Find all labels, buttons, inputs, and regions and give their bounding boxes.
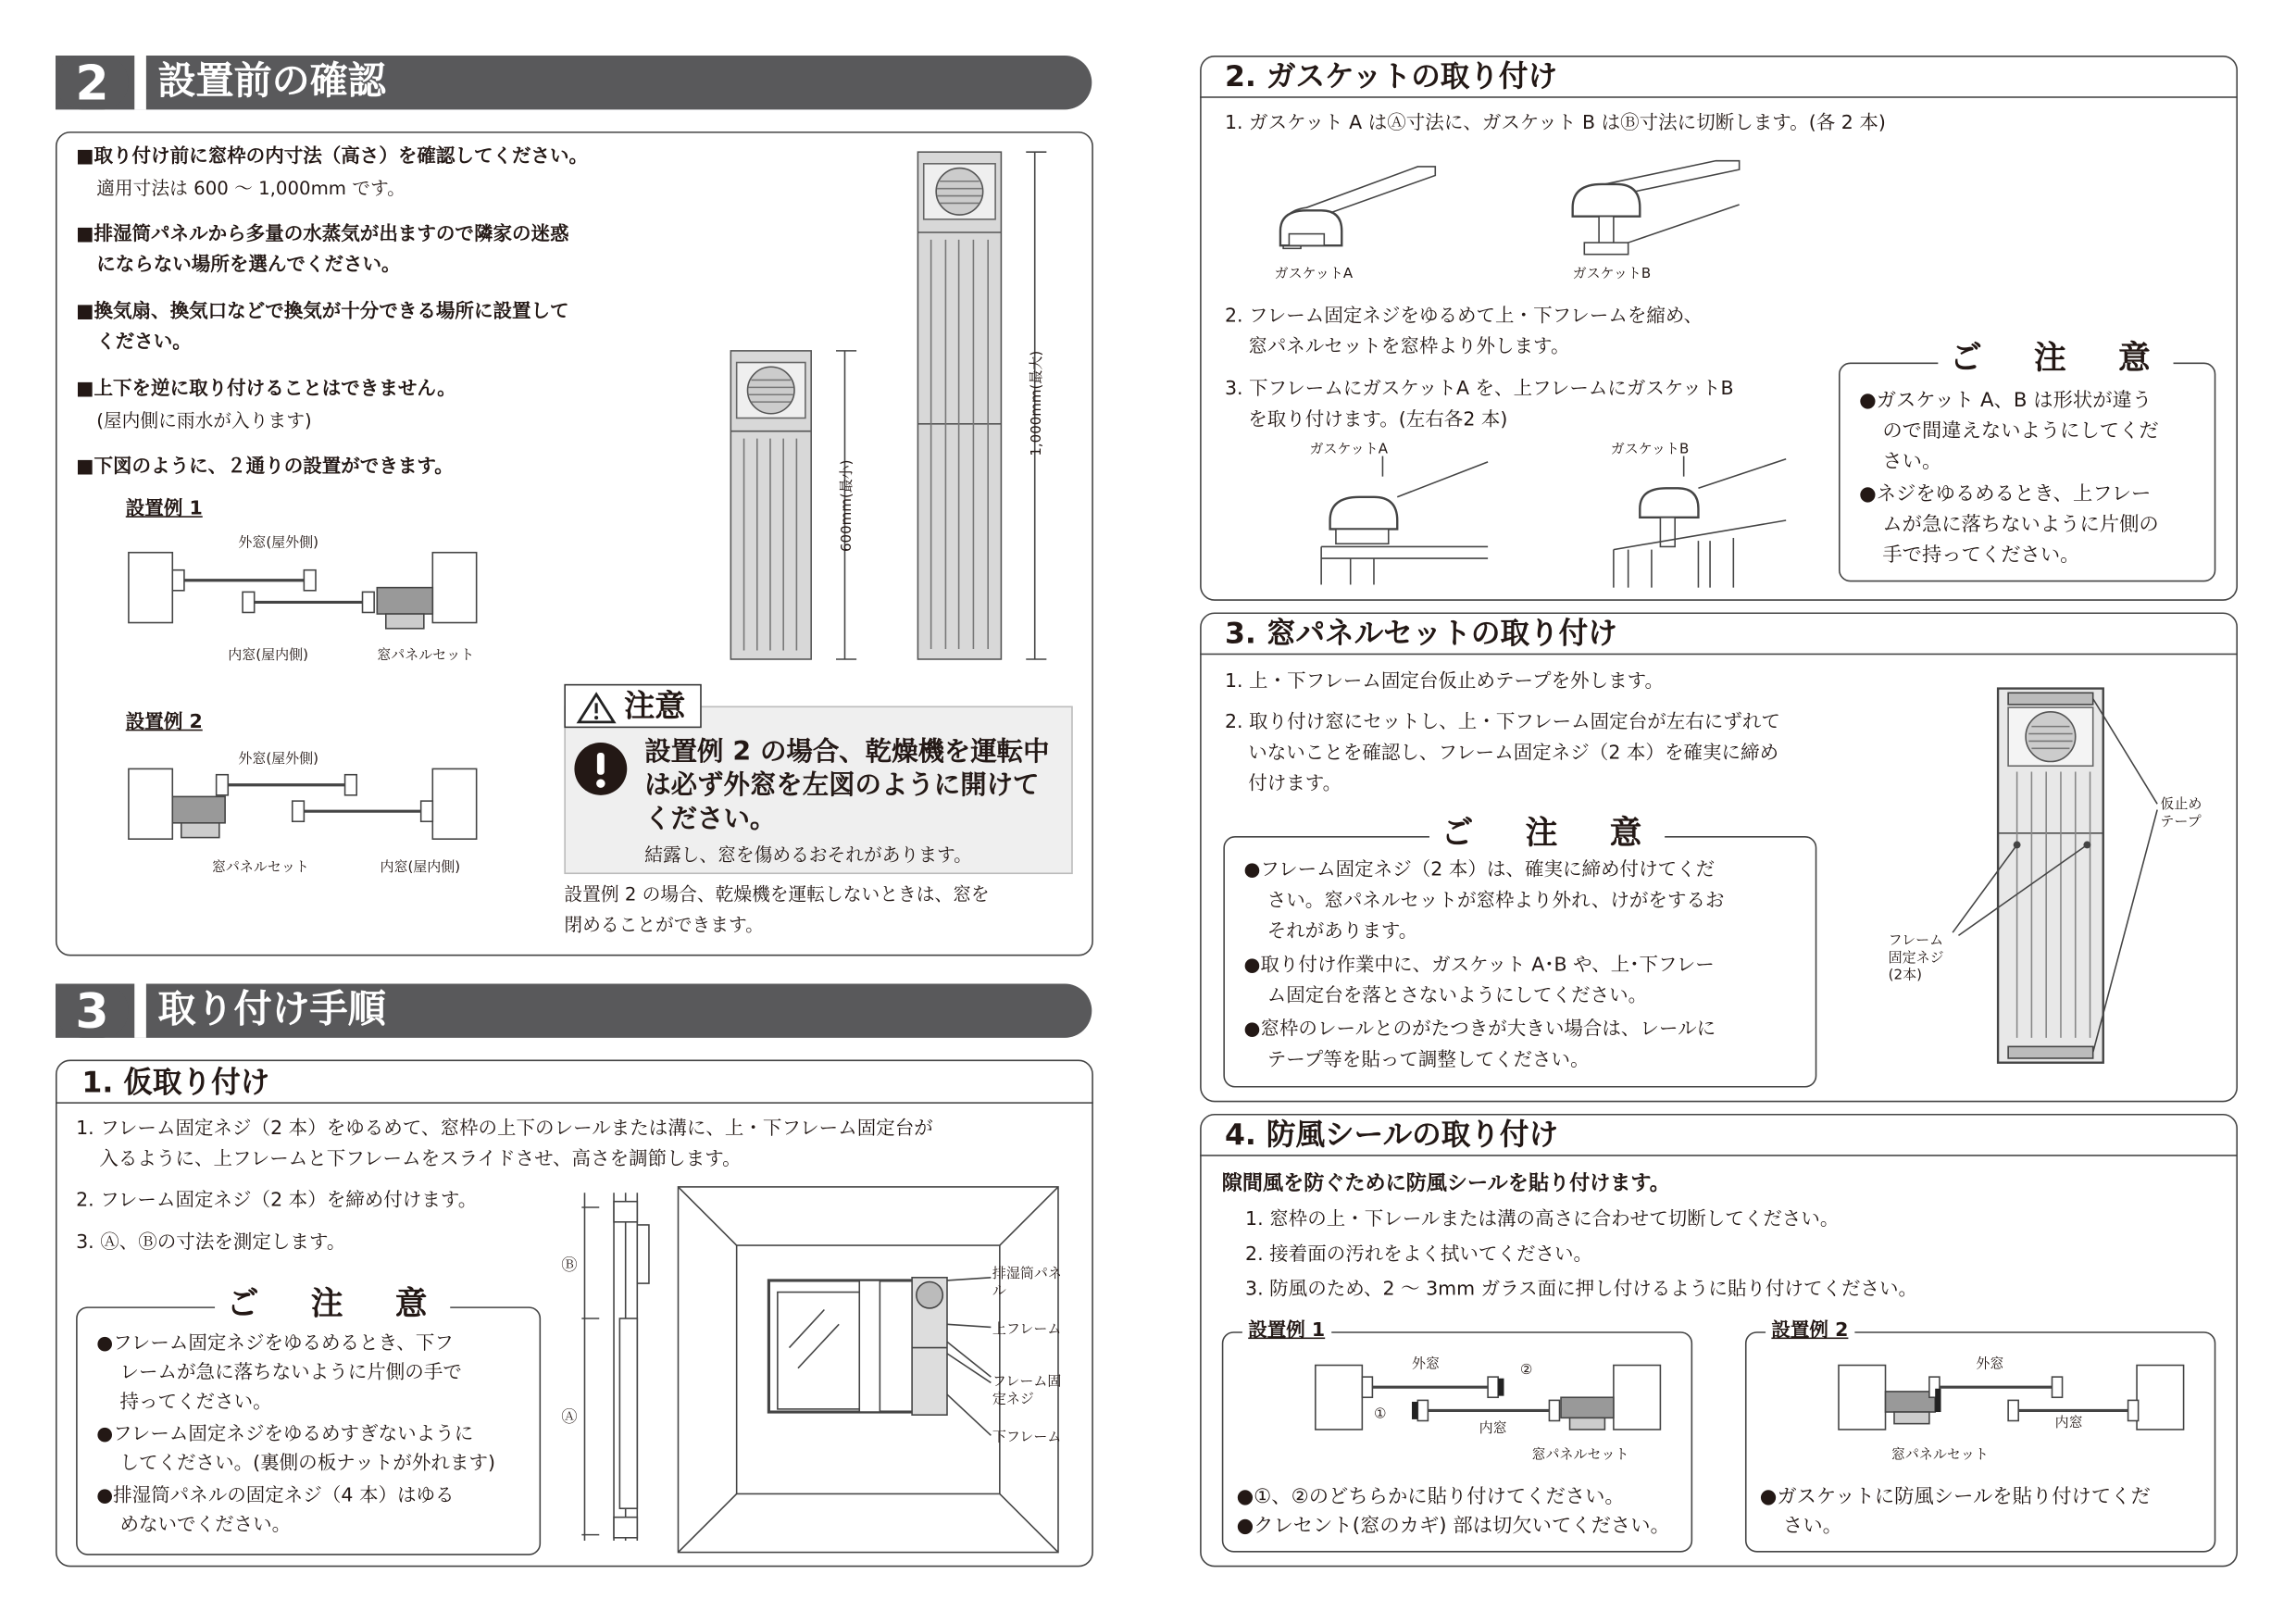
panel-set-item2b: いないことを確認し、フレーム固定ネジ（2 本）を確実に締め xyxy=(1248,742,1779,765)
caution-line: テープ等を貼って調整してください。 xyxy=(1267,1049,1590,1072)
seal-example-2-note2: さい。 xyxy=(1783,1514,1842,1538)
warning-line2: は必ず外窓を左図のように開けて xyxy=(644,769,1040,802)
inner-window-label: 内窓 xyxy=(2054,1415,2083,1431)
warning-title: 注意 xyxy=(624,688,686,724)
section-2-header-bar xyxy=(56,56,1092,109)
bullet-window-size-sub: 適用寸法は 600 ～ 1,000mm です。 xyxy=(96,177,406,199)
window-install-leaders xyxy=(935,1260,993,1435)
caution-title: ご 注 意 xyxy=(1429,816,1666,854)
section-3-header-bar xyxy=(56,981,1092,1040)
seal-example-1-note1: ●①、②のどちらかに貼り付けてください。 xyxy=(1236,1484,1625,1509)
step-1-item3: 3. Ⓐ、Ⓑの寸法を測定します。 xyxy=(76,1231,346,1255)
caution-line: さい。窓パネルセットが窓枠より外れ、けがをするお xyxy=(1267,890,1725,913)
gasket-item3b: を取り付けます。(左右各2 本) xyxy=(1248,409,1508,431)
frame-screw-label: フレーム固定ネジ(2本) xyxy=(1888,932,1944,984)
seal-example-2-diagram xyxy=(1839,1362,2184,1450)
example-2-label: 設置例 2 xyxy=(1766,1316,1854,1346)
bullet-steam-line2: にならない場所を選んでください。 xyxy=(96,254,401,277)
bullet-two-ways: ■下図のように、２通りの設置ができます。 xyxy=(76,456,454,479)
caution-line: ●排湿筒パネルの固定ネジ（4 本）はゆる xyxy=(96,1484,455,1507)
outer-window-label: 外窓(屋外側) xyxy=(238,534,319,552)
warning-triangle-icon xyxy=(578,692,616,724)
frame-screw-label: フレーム固定ネジ xyxy=(992,1373,1062,1408)
example-2-label: 設置例 2 xyxy=(125,711,203,734)
exclamation-icon xyxy=(573,741,629,796)
bullet-orientation-sub: (屋内側に雨水が入ります) xyxy=(96,409,312,431)
gasket-A-label: ガスケットA xyxy=(1309,441,1389,458)
caution-title: ご 注 意 xyxy=(1938,341,2174,379)
note-line2: 閉めることができます。 xyxy=(564,913,764,936)
wind-seal-item3: 3. 防風のため、2 ～ 3mm ガラス面に押し付けるように貼り付けてください。 xyxy=(1245,1279,1918,1302)
gasket-A-label: ガスケットA xyxy=(1274,266,1354,282)
panel-set-step-title: 3. 窓パネルセットの取り付け xyxy=(1224,615,1617,651)
bullet-steam-line1: ■排湿筒パネルから多量の水蒸気が出ますので隣家の迷惑 xyxy=(76,223,569,246)
outer-window-label: 外窓(屋外側) xyxy=(238,751,319,768)
wind-seal-item1: 1. 窓枠の上・下レールまたは溝の高さに合わせて切断してください。 xyxy=(1245,1208,1840,1231)
gasket-item3a: 3. 下フレームにガスケットA を、上フレームにガスケットB xyxy=(1224,378,1734,401)
warning-line1: 設置例 2 の場合、乾燥機を運転中 xyxy=(644,736,1050,768)
panel-set-item1: 1. 上・下フレーム固定台仮止めテープを外します。 xyxy=(1224,670,1665,693)
exhaust-panel-label: 排湿筒パネル xyxy=(992,1266,1062,1300)
wind-seal-item2: 2. 接着面の汚れをよく拭いてください。 xyxy=(1245,1243,1593,1267)
temporary-tape-label: 仮止めテープ xyxy=(2160,796,2202,831)
seal-position-2: ② xyxy=(1519,1362,1533,1379)
gasket-item2b: 窓パネルセットを窓枠より外します。 xyxy=(1248,336,1570,358)
upper-frame-label: 上フレーム xyxy=(992,1321,1062,1338)
warning-title-box xyxy=(564,684,701,728)
caution-line: それがあります。 xyxy=(1267,920,1418,943)
section-title: 取り付け手順 xyxy=(157,988,386,1032)
section-number: 2 xyxy=(56,56,129,109)
caution-line: ●フレーム固定ネジをゆるめすぎないように xyxy=(96,1423,474,1446)
seal-position-1: ① xyxy=(1373,1405,1387,1423)
panel-set-label: 窓パネルセット xyxy=(1890,1446,1989,1464)
bullet-ventilation-line2: ください。 xyxy=(96,331,192,355)
step-1-item1a: 1. フレーム固定ネジ（2 本）をゆるめて、窓枠の上下のレールまたは溝に、上・下フレーム固定台が xyxy=(76,1118,933,1141)
panel-min-illustration xyxy=(730,351,812,661)
gasket-item2a: 2. フレーム固定ネジをゆるめて上・下フレームを縮め、 xyxy=(1224,305,1703,328)
step-1-item1b: 入るように、上フレームと下フレームをスライドさせ、高さを調節します。 xyxy=(99,1148,742,1171)
example-2-diagram xyxy=(129,760,494,863)
dimension-max-label: 1,000mm(最大) xyxy=(1029,350,1045,456)
caution-line: さい。 xyxy=(1882,450,1942,474)
dimension-A-label: Ⓐ xyxy=(561,1407,578,1427)
bullet-orientation: ■上下を逆に取り付けることはできません。 xyxy=(76,378,456,401)
seal-example-2-note1: ●ガスケットに防風シールを貼り付けてくだ xyxy=(1759,1484,2151,1509)
gasket-B-label: ガスケットB xyxy=(1572,266,1652,282)
caution-line: ●窓枠のレールとのがたつきが大きい場合は、レールに xyxy=(1243,1018,1716,1042)
note-line1: 設置例 2 の場合、乾燥機を運転しないときは、窓を xyxy=(564,882,990,906)
caution-line: ム固定台を落とさないようにしてください。 xyxy=(1267,985,1648,1007)
inner-window-label: 内窓(屋内側) xyxy=(380,859,461,876)
panel-max-illustration xyxy=(917,152,1003,660)
warning-sub: 結露し、窓を傷めるおそれがあります。 xyxy=(644,843,972,866)
gasket-B-illustration xyxy=(1570,161,1745,267)
caution-line: ●取り付け作業中に、ガスケット A･B や、上･下フレー xyxy=(1243,954,1715,977)
outer-window-label: 外窓 xyxy=(1976,1356,2004,1373)
step-1-title: 1. 仮取り付け xyxy=(81,1064,270,1100)
caution-line: してください。(裏側の板ナットが外れます) xyxy=(119,1453,496,1475)
panel-set-illustration xyxy=(1997,687,2260,1067)
caution-line: ムが急に落ちないように片側の xyxy=(1882,513,2159,537)
caution-line: ●ガスケット A、B は形状が違う xyxy=(1859,388,2152,413)
caution-line: ので間違えないようにしてくだ xyxy=(1882,419,2159,443)
gasket-item1: 1. ガスケット A はⒶ寸法に、ガスケット B はⒷ寸法に切断します。(各 2 本) xyxy=(1224,112,1886,135)
warning-line3: ください。 xyxy=(644,804,777,835)
panel-set-label: 窓パネルセット xyxy=(1531,1446,1629,1464)
section-number: 3 xyxy=(56,983,129,1037)
inner-window-label: 内窓(屋内側) xyxy=(228,647,308,664)
seal-example-1-note2: ●クレセント(窓のカギ) 部は切欠いてください。 xyxy=(1236,1514,1670,1538)
panel-set-item2a: 2. 取り付け窓にセットし、上・下フレーム固定台が左右にずれて xyxy=(1224,711,1780,734)
gasket-B-mounted xyxy=(1608,456,1790,588)
panel-set-label: 窓パネルセット xyxy=(377,647,475,664)
step-1-item2: 2. フレーム固定ネジ（2 本）を締め付けます。 xyxy=(76,1190,478,1212)
wind-seal-step-title: 4. 防風シールの取り付け xyxy=(1224,1117,1559,1153)
gasket-step-title: 2. ガスケットの取り付け xyxy=(1224,58,1558,94)
inner-window-label: 内窓 xyxy=(1479,1420,1507,1437)
panel-set-label: 窓パネルセット xyxy=(211,859,309,876)
caution-line: めないでください。 xyxy=(119,1514,292,1537)
outer-window-label: 外窓 xyxy=(1412,1356,1441,1373)
gasket-B-label: ガスケットB xyxy=(1610,441,1690,458)
dimension-B-label: Ⓑ xyxy=(561,1255,578,1275)
caution-title: ご 注 意 xyxy=(215,1286,451,1324)
caution-line: ●フレーム固定ネジ（2 本）は、確実に締め付けてくだ xyxy=(1243,859,1716,881)
lower-frame-label: 下フレーム xyxy=(992,1429,1062,1446)
caution-line: ●ネジをゆるめるとき、上フレー xyxy=(1859,481,2152,506)
bullet-ventilation-line1: ■換気扇、換気口などで換気が十分できる場所に設置して xyxy=(76,301,569,323)
caution-line: ●フレーム固定ネジをゆるめるとき、下フ xyxy=(96,1332,454,1355)
bullet-window-size: ■取り付け前に窓枠の内寸法（高さ）を確認してください。 xyxy=(76,145,589,169)
window-install-perspective xyxy=(679,1187,1058,1553)
section-title: 設置前の確認 xyxy=(157,59,386,105)
caution-line: 持ってください。 xyxy=(119,1391,272,1414)
panel-set-item2c: 付けます。 xyxy=(1248,773,1342,795)
example-1-diagram xyxy=(129,543,494,646)
caution-line: 手で持ってください。 xyxy=(1882,543,2080,568)
example-1-label: 設置例 1 xyxy=(1242,1316,1331,1346)
wind-seal-lead: 隙間風を防ぐために防風シールを貼り付けます。 xyxy=(1221,1172,1670,1196)
caution-line: レームが急に落ちないように片側の手で xyxy=(119,1362,462,1385)
gasket-A-mounted xyxy=(1316,456,1491,585)
rail-side-view-diagram xyxy=(555,1187,658,1553)
example-1-label: 設置例 1 xyxy=(125,498,203,521)
dimension-min-label: 600mm(最小) xyxy=(839,459,855,553)
gasket-A-illustration xyxy=(1271,164,1446,267)
